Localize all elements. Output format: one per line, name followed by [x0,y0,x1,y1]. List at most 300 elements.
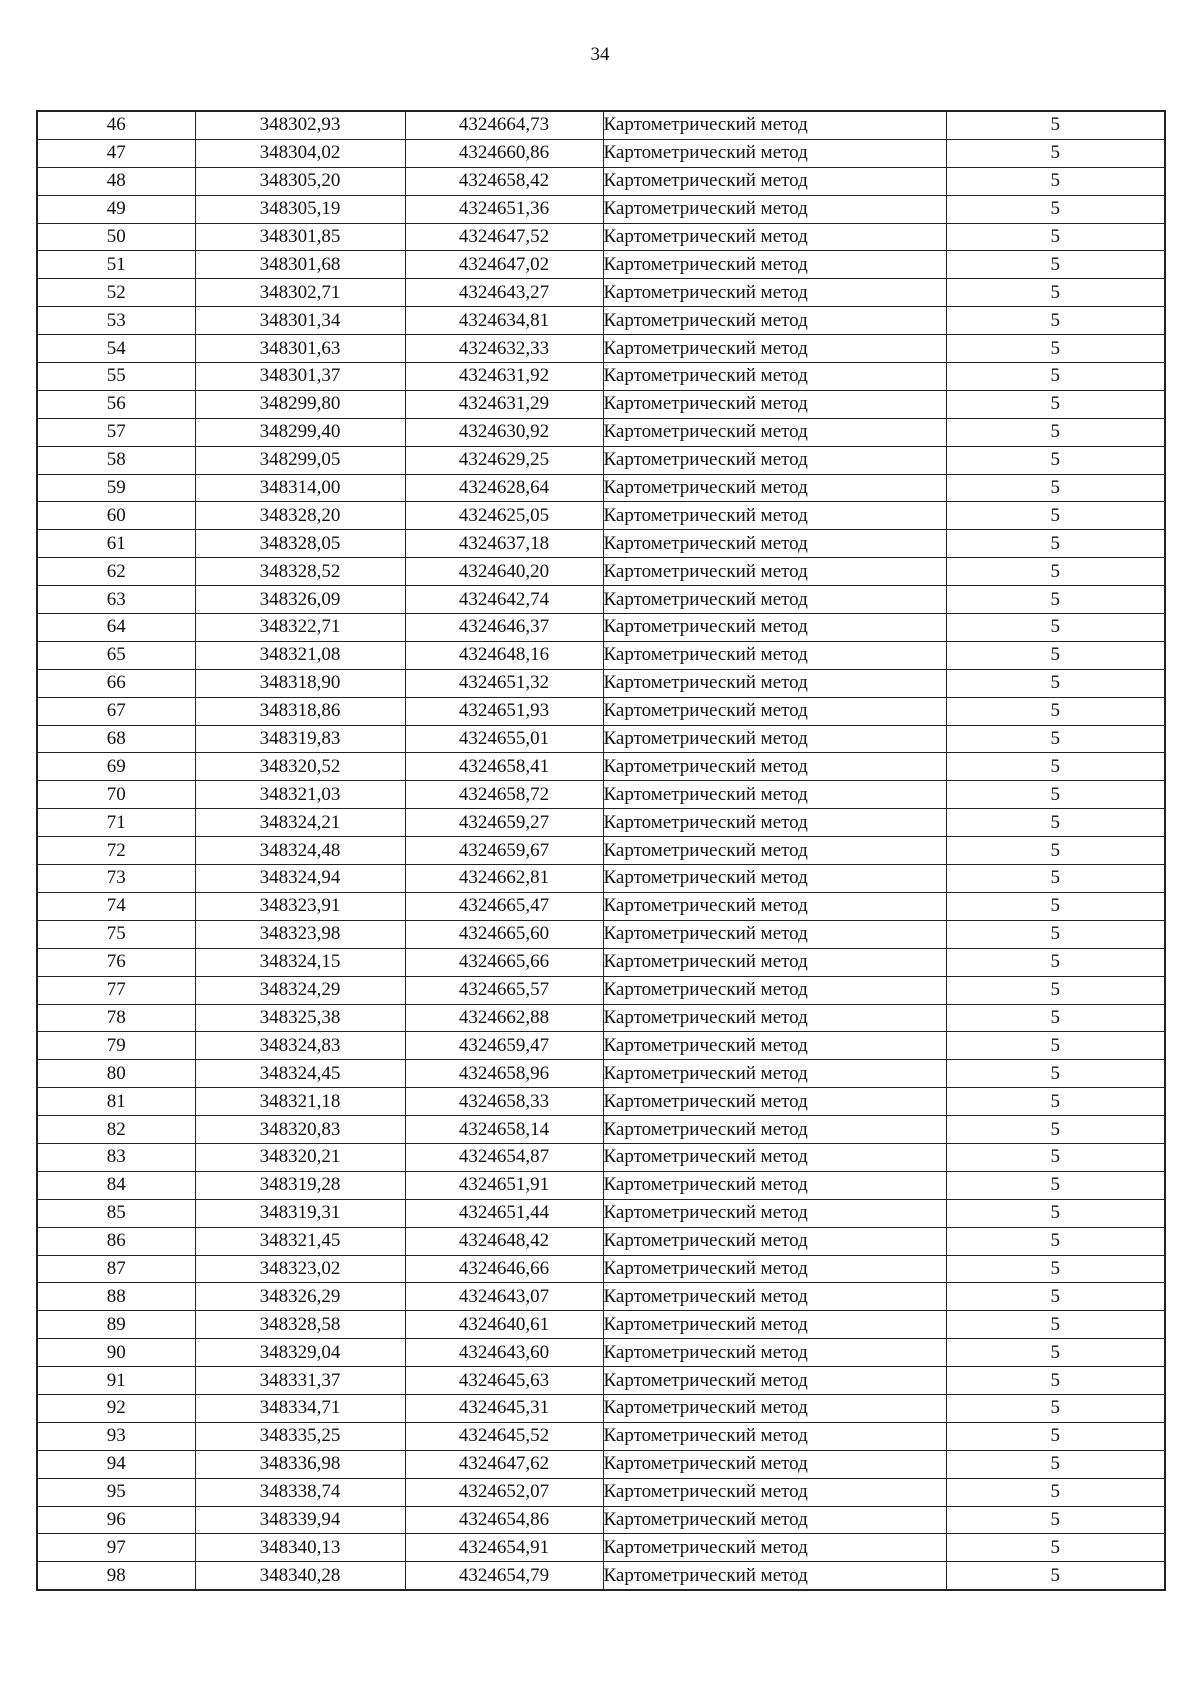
accuracy-cell: 5 [946,1422,1165,1450]
accuracy-cell: 5 [946,390,1165,418]
point-number-cell: 50 [37,223,195,251]
y-coordinate-cell: 4324630,92 [405,418,603,446]
method-cell: Картометрический метод [603,390,946,418]
x-coordinate-cell: 348324,21 [195,809,405,837]
y-coordinate-cell: 4324654,91 [405,1534,603,1562]
method-cell: Картометрический метод [603,111,946,139]
method-cell: Картометрический метод [603,976,946,1004]
accuracy-cell: 5 [946,1171,1165,1199]
x-coordinate-cell: 348329,04 [195,1339,405,1367]
table-row [37,1227,1165,1255]
point-number-cell: 62 [37,558,195,586]
table-row [37,865,1165,893]
point-number-cell: 97 [37,1534,195,1562]
point-number-cell: 91 [37,1367,195,1395]
y-coordinate-cell: 4324631,29 [405,390,603,418]
accuracy-cell: 5 [946,892,1165,920]
method-cell: Картометрический метод [603,1060,946,1088]
x-coordinate-cell: 348340,28 [195,1562,405,1590]
method-cell: Картометрический метод [603,725,946,753]
accuracy-cell: 5 [946,111,1165,139]
table-row [37,1171,1165,1199]
x-coordinate-cell: 348338,74 [195,1478,405,1506]
accuracy-cell: 5 [946,948,1165,976]
y-coordinate-cell: 4324651,93 [405,697,603,725]
method-cell: Картометрический метод [603,474,946,502]
x-coordinate-cell: 348304,02 [195,139,405,167]
y-coordinate-cell: 4324660,86 [405,139,603,167]
method-cell: Картометрический метод [603,1478,946,1506]
coordinates-table-body [37,111,1165,1590]
method-cell: Картометрический метод [603,1311,946,1339]
method-cell: Картометрический метод [603,446,946,474]
point-number-cell: 48 [37,167,195,195]
point-number-cell: 79 [37,1032,195,1060]
table-row [37,1255,1165,1283]
accuracy-cell: 5 [946,335,1165,363]
y-coordinate-cell: 4324658,96 [405,1060,603,1088]
table-row [37,1032,1165,1060]
table-row [37,363,1165,391]
x-coordinate-cell: 348324,29 [195,976,405,1004]
y-coordinate-cell: 4324659,27 [405,809,603,837]
accuracy-cell: 5 [946,865,1165,893]
point-number-cell: 52 [37,279,195,307]
y-coordinate-cell: 4324662,88 [405,1004,603,1032]
point-number-cell: 58 [37,446,195,474]
point-number-cell: 59 [37,474,195,502]
x-coordinate-cell: 348319,31 [195,1199,405,1227]
table-row [37,1199,1165,1227]
y-coordinate-cell: 4324654,87 [405,1143,603,1171]
x-coordinate-cell: 348326,09 [195,586,405,614]
point-number-cell: 94 [37,1450,195,1478]
y-coordinate-cell: 4324643,07 [405,1283,603,1311]
table-row [37,586,1165,614]
x-coordinate-cell: 348324,15 [195,948,405,976]
accuracy-cell: 5 [946,446,1165,474]
table-row [37,1478,1165,1506]
x-coordinate-cell: 348328,58 [195,1311,405,1339]
y-coordinate-cell: 4324654,86 [405,1506,603,1534]
point-number-cell: 70 [37,781,195,809]
x-coordinate-cell: 348301,34 [195,307,405,335]
method-cell: Картометрический метод [603,697,946,725]
point-number-cell: 72 [37,837,195,865]
table-row [37,307,1165,335]
method-cell: Картометрический метод [603,1534,946,1562]
method-cell: Картометрический метод [603,865,946,893]
method-cell: Картометрический метод [603,335,946,363]
y-coordinate-cell: 4324640,61 [405,1311,603,1339]
x-coordinate-cell: 348299,80 [195,390,405,418]
y-coordinate-cell: 4324645,31 [405,1394,603,1422]
x-coordinate-cell: 348299,05 [195,446,405,474]
point-number-cell: 76 [37,948,195,976]
method-cell: Картометрический метод [603,1255,946,1283]
table-row [37,1339,1165,1367]
y-coordinate-cell: 4324647,62 [405,1450,603,1478]
y-coordinate-cell: 4324659,67 [405,837,603,865]
point-number-cell: 51 [37,251,195,279]
table-row [37,1450,1165,1478]
x-coordinate-cell: 348323,02 [195,1255,405,1283]
y-coordinate-cell: 4324648,42 [405,1227,603,1255]
method-cell: Картометрический метод [603,614,946,642]
method-cell: Картометрический метод [603,1339,946,1367]
y-coordinate-cell: 4324658,14 [405,1116,603,1144]
method-cell: Картометрический метод [603,753,946,781]
method-cell: Картометрический метод [603,1422,946,1450]
y-coordinate-cell: 4324662,81 [405,865,603,893]
table-row [37,781,1165,809]
y-coordinate-cell: 4324629,25 [405,446,603,474]
accuracy-cell: 5 [946,1227,1165,1255]
method-cell: Картометрический метод [603,586,946,614]
table-row [37,474,1165,502]
point-number-cell: 71 [37,809,195,837]
y-coordinate-cell: 4324651,32 [405,669,603,697]
accuracy-cell: 5 [946,279,1165,307]
accuracy-cell: 5 [946,1450,1165,1478]
x-coordinate-cell: 348302,71 [195,279,405,307]
method-cell: Картометрический метод [603,781,946,809]
point-number-cell: 82 [37,1116,195,1144]
table-row [37,1088,1165,1116]
accuracy-cell: 5 [946,223,1165,251]
table-row [37,558,1165,586]
accuracy-cell: 5 [946,1562,1165,1590]
point-number-cell: 74 [37,892,195,920]
accuracy-cell: 5 [946,1032,1165,1060]
method-cell: Картометрический метод [603,1171,946,1199]
accuracy-cell: 5 [946,1367,1165,1395]
coordinates-table [36,110,1166,1591]
method-cell: Картометрический метод [603,139,946,167]
y-coordinate-cell: 4324646,66 [405,1255,603,1283]
point-number-cell: 73 [37,865,195,893]
x-coordinate-cell: 348301,63 [195,335,405,363]
table-row [37,1562,1165,1590]
x-coordinate-cell: 348334,71 [195,1394,405,1422]
method-cell: Картометрический метод [603,530,946,558]
table-row [37,530,1165,558]
accuracy-cell: 5 [946,363,1165,391]
accuracy-cell: 5 [946,781,1165,809]
table-row [37,614,1165,642]
x-coordinate-cell: 348326,29 [195,1283,405,1311]
accuracy-cell: 5 [946,1283,1165,1311]
y-coordinate-cell: 4324664,73 [405,111,603,139]
y-coordinate-cell: 4324665,47 [405,892,603,920]
accuracy-cell: 5 [946,1311,1165,1339]
x-coordinate-cell: 348321,18 [195,1088,405,1116]
point-number-cell: 55 [37,363,195,391]
table-row [37,390,1165,418]
point-number-cell: 46 [37,111,195,139]
point-number-cell: 66 [37,669,195,697]
accuracy-cell: 5 [946,586,1165,614]
page-number: 34 [590,44,610,65]
table-row [37,837,1165,865]
x-coordinate-cell: 348321,45 [195,1227,405,1255]
accuracy-cell: 5 [946,1394,1165,1422]
table-row [37,279,1165,307]
table-row [37,139,1165,167]
accuracy-cell: 5 [946,1506,1165,1534]
method-cell: Картометрический метод [603,809,946,837]
x-coordinate-cell: 348324,45 [195,1060,405,1088]
method-cell: Картометрический метод [603,892,946,920]
x-coordinate-cell: 348302,93 [195,111,405,139]
table-row [37,976,1165,1004]
table-row [37,446,1165,474]
x-coordinate-cell: 348324,83 [195,1032,405,1060]
y-coordinate-cell: 4324632,33 [405,335,603,363]
method-cell: Картометрический метод [603,363,946,391]
y-coordinate-cell: 4324651,91 [405,1171,603,1199]
y-coordinate-cell: 4324631,92 [405,363,603,391]
y-coordinate-cell: 4324658,72 [405,781,603,809]
method-cell: Картометрический метод [603,502,946,530]
y-coordinate-cell: 4324643,60 [405,1339,603,1367]
x-coordinate-cell: 348318,90 [195,669,405,697]
table-row [37,502,1165,530]
table-row [37,1060,1165,1088]
accuracy-cell: 5 [946,753,1165,781]
point-number-cell: 64 [37,614,195,642]
table-row [37,892,1165,920]
accuracy-cell: 5 [946,502,1165,530]
x-coordinate-cell: 348321,08 [195,641,405,669]
method-cell: Картометрический метод [603,418,946,446]
method-cell: Картометрический метод [603,920,946,948]
accuracy-cell: 5 [946,920,1165,948]
y-coordinate-cell: 4324652,07 [405,1478,603,1506]
method-cell: Картометрический метод [603,641,946,669]
point-number-cell: 63 [37,586,195,614]
table-row [37,1004,1165,1032]
table-row [37,167,1165,195]
table-row [37,641,1165,669]
accuracy-cell: 5 [946,558,1165,586]
method-cell: Картометрический метод [603,1227,946,1255]
table-row [37,1116,1165,1144]
x-coordinate-cell: 348335,25 [195,1422,405,1450]
accuracy-cell: 5 [946,614,1165,642]
table-row [37,1534,1165,1562]
y-coordinate-cell: 4324625,05 [405,502,603,530]
accuracy-cell: 5 [946,307,1165,335]
accuracy-cell: 5 [946,1255,1165,1283]
table-row [37,948,1165,976]
point-number-cell: 53 [37,307,195,335]
point-number-cell: 95 [37,1478,195,1506]
method-cell: Картометрический метод [603,1116,946,1144]
accuracy-cell: 5 [946,530,1165,558]
x-coordinate-cell: 348301,37 [195,363,405,391]
accuracy-cell: 5 [946,809,1165,837]
point-number-cell: 57 [37,418,195,446]
point-number-cell: 92 [37,1394,195,1422]
x-coordinate-cell: 348305,19 [195,195,405,223]
method-cell: Картометрический метод [603,1562,946,1590]
y-coordinate-cell: 4324645,63 [405,1367,603,1395]
x-coordinate-cell: 348314,00 [195,474,405,502]
point-number-cell: 93 [37,1422,195,1450]
method-cell: Картометрический метод [603,948,946,976]
table-row [37,697,1165,725]
point-number-cell: 81 [37,1088,195,1116]
x-coordinate-cell: 348301,85 [195,223,405,251]
x-coordinate-cell: 348323,98 [195,920,405,948]
x-coordinate-cell: 348320,52 [195,753,405,781]
point-number-cell: 54 [37,335,195,363]
x-coordinate-cell: 348319,83 [195,725,405,753]
accuracy-cell: 5 [946,418,1165,446]
x-coordinate-cell: 348305,20 [195,167,405,195]
method-cell: Картометрический метод [603,195,946,223]
table-row [37,1311,1165,1339]
point-number-cell: 98 [37,1562,195,1590]
x-coordinate-cell: 348324,48 [195,837,405,865]
y-coordinate-cell: 4324637,18 [405,530,603,558]
accuracy-cell: 5 [946,195,1165,223]
accuracy-cell: 5 [946,669,1165,697]
point-number-cell: 84 [37,1171,195,1199]
accuracy-cell: 5 [946,725,1165,753]
y-coordinate-cell: 4324665,66 [405,948,603,976]
table-row [37,753,1165,781]
table-row [37,223,1165,251]
method-cell: Картометрический метод [603,167,946,195]
accuracy-cell: 5 [946,167,1165,195]
accuracy-cell: 5 [946,1116,1165,1144]
accuracy-cell: 5 [946,1534,1165,1562]
y-coordinate-cell: 4324654,79 [405,1562,603,1590]
accuracy-cell: 5 [946,1004,1165,1032]
x-coordinate-cell: 348325,38 [195,1004,405,1032]
accuracy-cell: 5 [946,697,1165,725]
y-coordinate-cell: 4324651,36 [405,195,603,223]
method-cell: Картометрический метод [603,251,946,279]
method-cell: Картометрический метод [603,307,946,335]
point-number-cell: 78 [37,1004,195,1032]
method-cell: Картометрический метод [603,1506,946,1534]
point-number-cell: 47 [37,139,195,167]
table-row [37,809,1165,837]
y-coordinate-cell: 4324628,64 [405,474,603,502]
method-cell: Картометрический метод [603,1283,946,1311]
point-number-cell: 75 [37,920,195,948]
method-cell: Картометрический метод [603,669,946,697]
point-number-cell: 65 [37,641,195,669]
y-coordinate-cell: 4324645,52 [405,1422,603,1450]
point-number-cell: 85 [37,1199,195,1227]
x-coordinate-cell: 348322,71 [195,614,405,642]
y-coordinate-cell: 4324651,44 [405,1199,603,1227]
table-row [37,1422,1165,1450]
point-number-cell: 67 [37,697,195,725]
table-row [37,195,1165,223]
accuracy-cell: 5 [946,139,1165,167]
table-row [37,418,1165,446]
y-coordinate-cell: 4324665,60 [405,920,603,948]
method-cell: Картометрический метод [603,1143,946,1171]
method-cell: Картометрический метод [603,1032,946,1060]
x-coordinate-cell: 348318,86 [195,697,405,725]
table-row [37,335,1165,363]
point-number-cell: 77 [37,976,195,1004]
y-coordinate-cell: 4324647,52 [405,223,603,251]
x-coordinate-cell: 348328,52 [195,558,405,586]
x-coordinate-cell: 348301,68 [195,251,405,279]
accuracy-cell: 5 [946,1143,1165,1171]
x-coordinate-cell: 348324,94 [195,865,405,893]
point-number-cell: 89 [37,1311,195,1339]
accuracy-cell: 5 [946,1339,1165,1367]
method-cell: Картометрический метод [603,1088,946,1116]
accuracy-cell: 5 [946,474,1165,502]
point-number-cell: 68 [37,725,195,753]
x-coordinate-cell: 348320,21 [195,1143,405,1171]
y-coordinate-cell: 4324655,01 [405,725,603,753]
x-coordinate-cell: 348340,13 [195,1534,405,1562]
x-coordinate-cell: 348323,91 [195,892,405,920]
accuracy-cell: 5 [946,1088,1165,1116]
table-row [37,920,1165,948]
table-row [37,1283,1165,1311]
x-coordinate-cell: 348328,05 [195,530,405,558]
y-coordinate-cell: 4324648,16 [405,641,603,669]
accuracy-cell: 5 [946,1199,1165,1227]
x-coordinate-cell: 348336,98 [195,1450,405,1478]
point-number-cell: 87 [37,1255,195,1283]
x-coordinate-cell: 348339,94 [195,1506,405,1534]
accuracy-cell: 5 [946,1060,1165,1088]
point-number-cell: 83 [37,1143,195,1171]
table-row [37,1143,1165,1171]
table-row [37,669,1165,697]
point-number-cell: 56 [37,390,195,418]
x-coordinate-cell: 348319,28 [195,1171,405,1199]
table-row [37,111,1165,139]
x-coordinate-cell: 348331,37 [195,1367,405,1395]
point-number-cell: 69 [37,753,195,781]
y-coordinate-cell: 4324665,57 [405,976,603,1004]
accuracy-cell: 5 [946,837,1165,865]
x-coordinate-cell: 348321,03 [195,781,405,809]
accuracy-cell: 5 [946,1478,1165,1506]
table-row [37,1506,1165,1534]
y-coordinate-cell: 4324634,81 [405,307,603,335]
method-cell: Картометрический метод [603,1450,946,1478]
table-row [37,251,1165,279]
x-coordinate-cell: 348299,40 [195,418,405,446]
point-number-cell: 90 [37,1339,195,1367]
point-number-cell: 49 [37,195,195,223]
y-coordinate-cell: 4324640,20 [405,558,603,586]
method-cell: Картометрический метод [603,558,946,586]
point-number-cell: 86 [37,1227,195,1255]
accuracy-cell: 5 [946,976,1165,1004]
y-coordinate-cell: 4324658,42 [405,167,603,195]
method-cell: Картометрический метод [603,1199,946,1227]
y-coordinate-cell: 4324658,41 [405,753,603,781]
table-row [37,725,1165,753]
point-number-cell: 61 [37,530,195,558]
method-cell: Картометрический метод [603,837,946,865]
